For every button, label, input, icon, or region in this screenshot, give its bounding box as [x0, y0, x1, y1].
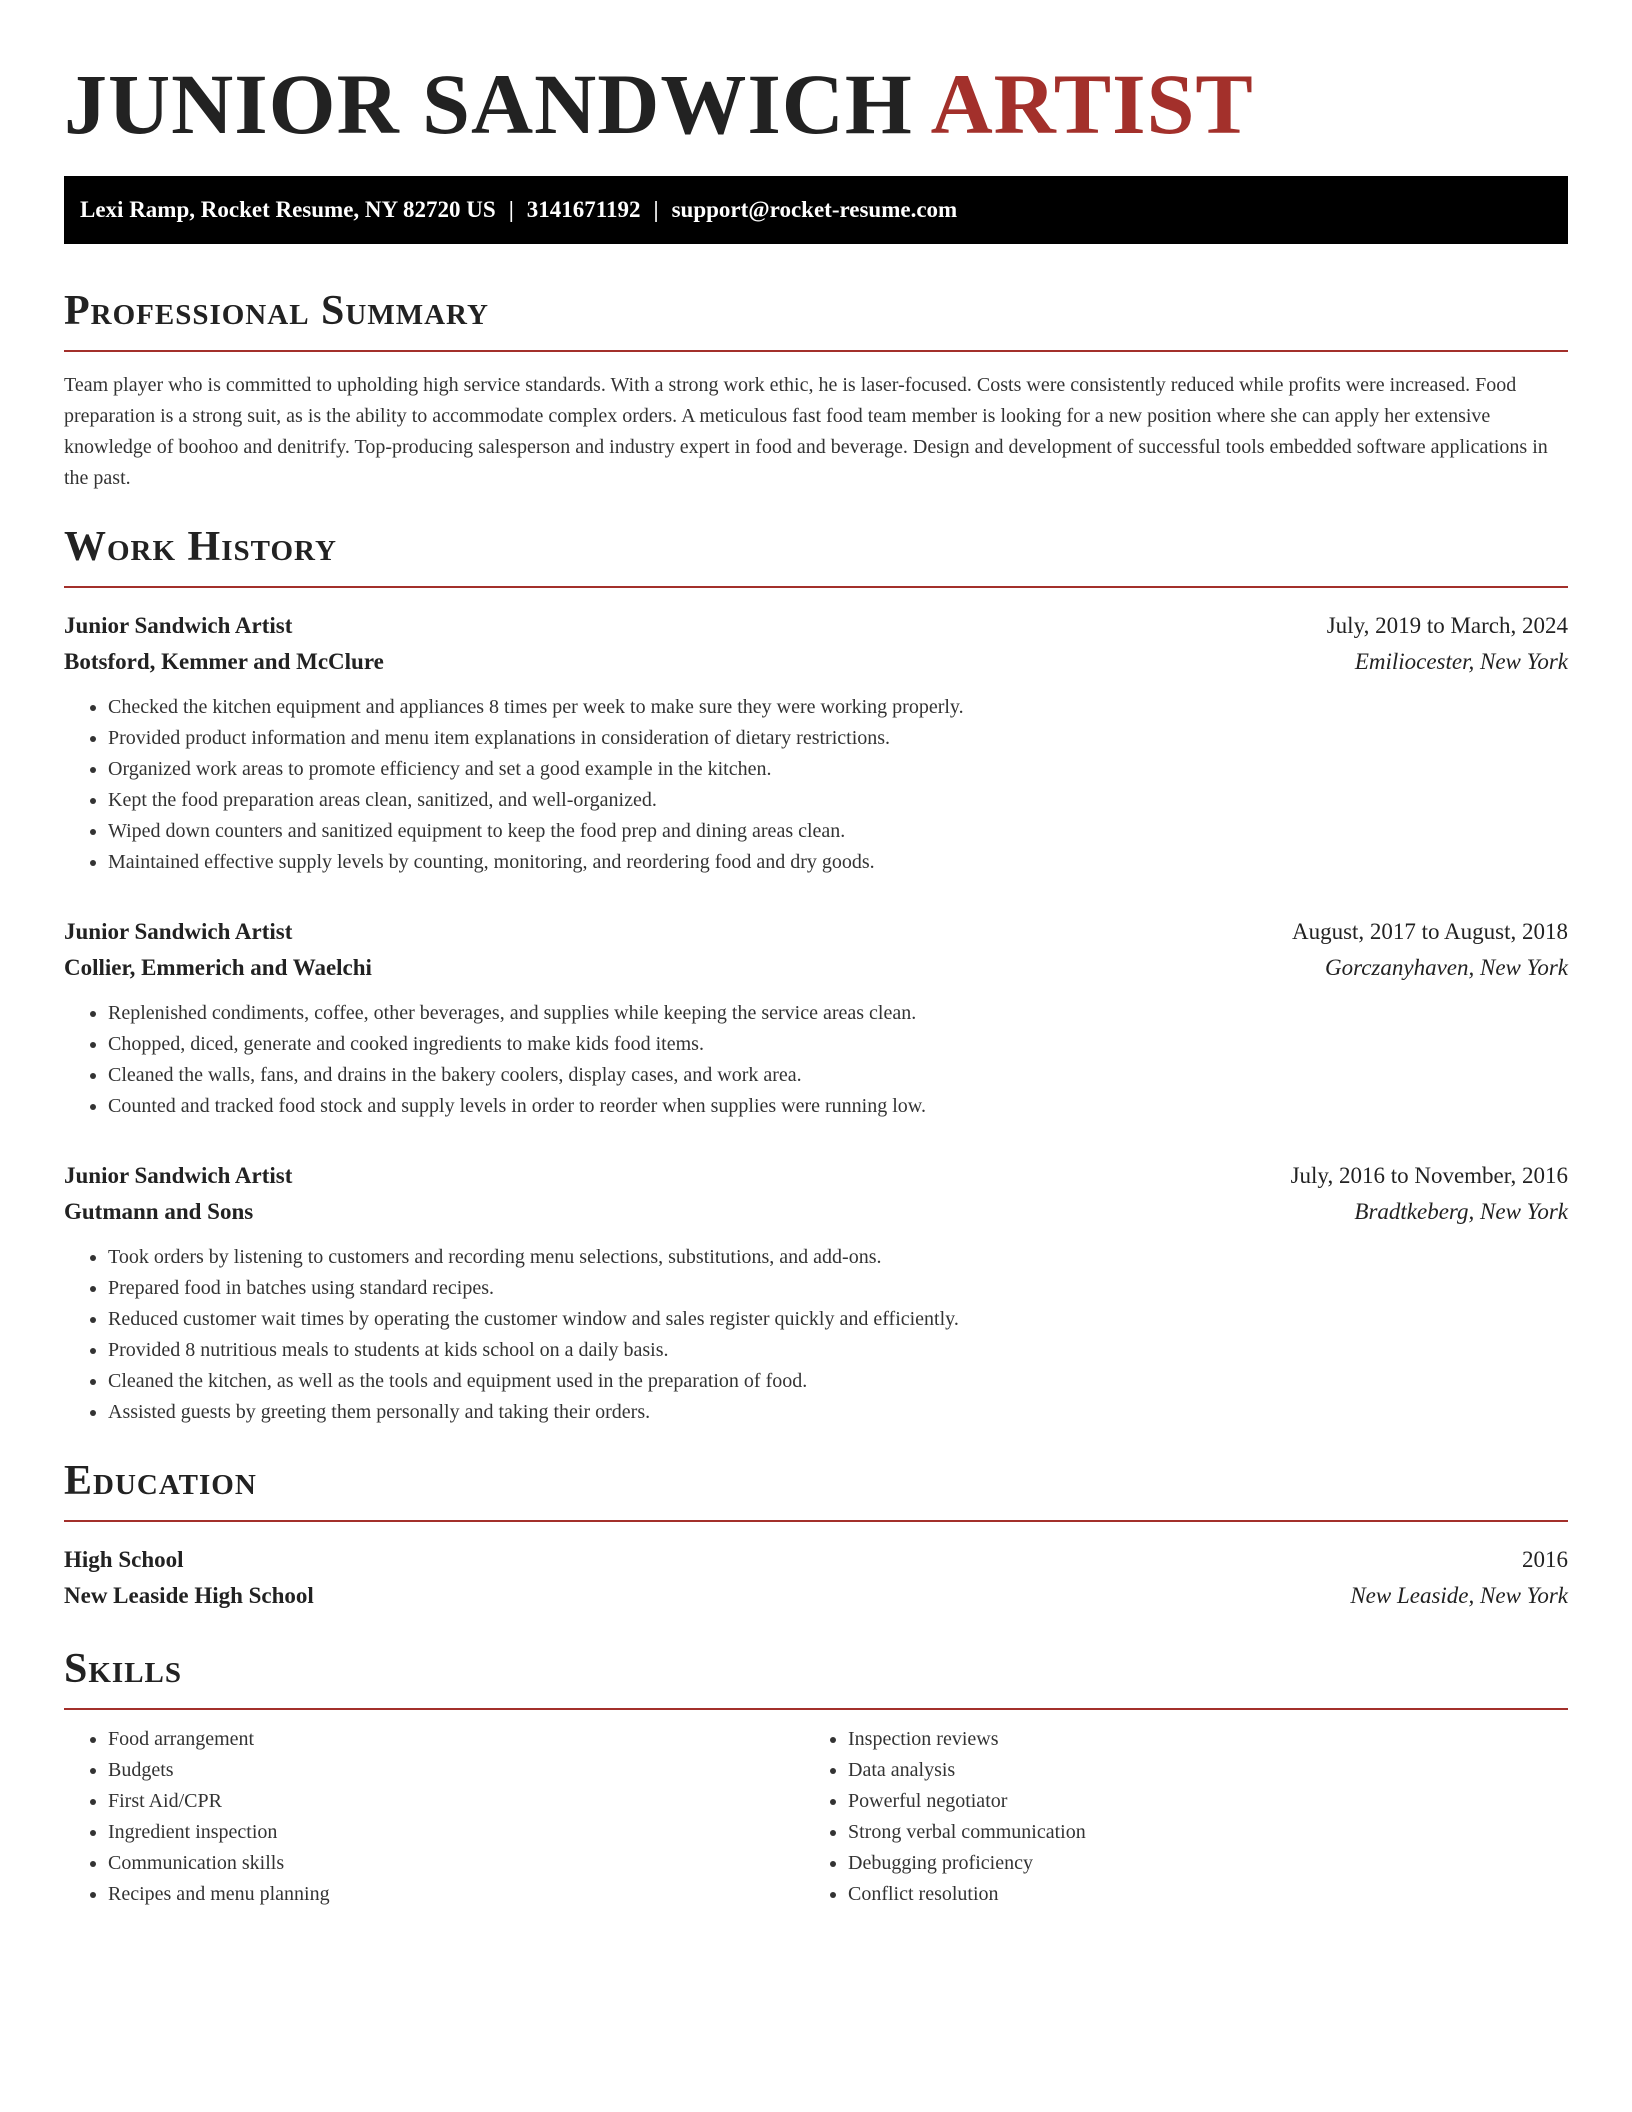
- resume-title: [64, 0, 1568, 154]
- job-entry: [64, 914, 1568, 1122]
- skill-item: • Budgets: [108, 1755, 804, 1786]
- duty-item: • Organized work areas to promote efficiency and set a good example in the kitchen.: [108, 754, 1568, 785]
- job-title: Junior Sandwich Artist: [64, 919, 293, 944]
- duty-item: • Cleaned the walls, fans, and drains in the bakery coolers, display cases, and work area.: [108, 1060, 1568, 1091]
- job-title: Junior Sandwich Artist: [64, 613, 293, 638]
- summary-heading: Professional Summary: [64, 288, 489, 334]
- job-company: Gutmann and Sons: [64, 1199, 254, 1224]
- education-heading: Education: [64, 1458, 257, 1504]
- resume-page: [64, 0, 1568, 1910]
- job-header-row: [64, 608, 1568, 644]
- education-school-row: [64, 1578, 1568, 1614]
- job-title: Junior Sandwich Artist: [64, 1163, 293, 1188]
- job-dates: July, 2016 to November, 2016: [1290, 1163, 1568, 1188]
- duty-item: • Reduced customer wait times by operating the customer window and sales register quickly and efficiently.: [108, 1304, 1568, 1335]
- skills-heading: Skills: [64, 1646, 183, 1692]
- skill-item: • Powerful negotiator: [848, 1786, 1544, 1817]
- skills-column-right: [804, 1724, 1544, 1910]
- duty-item: • Provided product information and menu item explanations in consideration of dietary restrictions.: [108, 723, 1568, 754]
- skills-list: [64, 1724, 1568, 1910]
- education-section: [64, 1456, 1568, 1614]
- job-entry: [64, 608, 1568, 878]
- job-company: Botsford, Kemmer and McClure: [64, 649, 384, 674]
- skill-item: • Communication skills: [108, 1848, 804, 1879]
- skill-item: • Conflict resolution: [848, 1879, 1544, 1910]
- title-accent: ARTIST: [930, 56, 1254, 152]
- skill-item: • First Aid/CPR: [108, 1786, 804, 1817]
- duty-item: • Maintained effective supply levels by counting, monitoring, and reordering food and dry goods.: [108, 847, 1568, 878]
- job-company-row: [64, 1194, 1568, 1230]
- skill-item: • Food arrangement: [108, 1724, 804, 1755]
- education-degree: High School: [64, 1547, 184, 1572]
- section-divider: [64, 1520, 1568, 1522]
- job-location: Emiliocester, New York: [1354, 649, 1568, 674]
- job-header-row: [64, 914, 1568, 950]
- job-dates: August, 2017 to August, 2018: [1291, 919, 1568, 944]
- duty-item: • Chopped, diced, generate and cooked ingredients to make kids food items.: [108, 1029, 1568, 1060]
- job-company-row: [64, 644, 1568, 680]
- contact-phone[interactable]: 3141671192: [526, 197, 641, 222]
- title-main: JUNIOR SANDWICH: [64, 56, 913, 152]
- duty-item: • Replenished condiments, coffee, other beverages, and supplies while keeping the service areas clean.: [108, 998, 1568, 1029]
- duty-item: • Prepared food in batches using standard recipes.: [108, 1273, 1568, 1304]
- skill-item: • Recipes and menu planning: [108, 1879, 804, 1910]
- job-dates: July, 2019 to March, 2024: [1326, 613, 1568, 638]
- duty-item: • Took orders by listening to customers and recording menu selections, substitutions, and add-ons.: [108, 1242, 1568, 1273]
- duty-item: • Assisted guests by greeting them personally and taking their orders.: [108, 1397, 1568, 1428]
- duty-item: • Cleaned the kitchen, as well as the tools and equipment used in the preparation of food.: [108, 1366, 1568, 1397]
- education-school: New Leaside High School: [64, 1583, 314, 1608]
- skill-item: • Data analysis: [848, 1755, 1544, 1786]
- education-location: New Leaside, New York: [1350, 1583, 1568, 1608]
- section-divider: [64, 1708, 1568, 1710]
- skill-item: • Debugging proficiency: [848, 1848, 1544, 1879]
- work-history-heading: Work History: [64, 524, 337, 570]
- duty-item: • Wiped down counters and sanitized equipment to keep the food prep and dining areas clean.: [108, 816, 1568, 847]
- skill-item: • Ingredient inspection: [108, 1817, 804, 1848]
- duty-item: • Checked the kitchen equipment and appliances 8 times per week to make sure they were working properly.: [108, 692, 1568, 723]
- contact-separator: |: [508, 197, 514, 222]
- duty-item: • Kept the food preparation areas clean, sanitized, and well-organized.: [108, 785, 1568, 816]
- job-entry: [64, 1158, 1568, 1428]
- job-duties: [64, 692, 1568, 878]
- skills-column-left: [64, 1724, 804, 1910]
- contact-separator: |: [653, 197, 659, 222]
- job-duties: [64, 1242, 1568, 1428]
- summary-text: Team player who is committed to upholding high service standards. With a strong work ethic, he is laser-focused. Costs were consistently reduced while profits were increased. Food preparation is a strong suit, as is the ability to accommodate complex orders. A meticulous fast food team member is looking for a new position where she can apply her extensive knowledge of boohoo and denitrify. Top-producing salesperson and industry expert in food and beverage. Design and development of successful tools embedded software applications in the past.: [64, 374, 1548, 489]
- skills-section: [64, 1644, 1568, 1910]
- job-company: Collier, Emmerich and Waelchi: [64, 955, 372, 980]
- section-divider: [64, 586, 1568, 588]
- job-duties: [64, 998, 1568, 1122]
- job-location: Bradtkeberg, New York: [1354, 1199, 1568, 1224]
- education-year: 2016: [1522, 1547, 1568, 1572]
- contact-bar: [64, 176, 1568, 244]
- summary-section: [64, 286, 1568, 494]
- skill-item: • Strong verbal communication: [848, 1817, 1544, 1848]
- contact-email[interactable]: support@rocket-resume.com: [671, 197, 958, 222]
- work-history-section: [64, 522, 1568, 1428]
- section-divider: [64, 350, 1568, 352]
- duty-item: • Provided 8 nutritious meals to students at kids school on a daily basis.: [108, 1335, 1568, 1366]
- job-header-row: [64, 1158, 1568, 1194]
- contact-address: Lexi Ramp, Rocket Resume, NY 82720 US: [80, 197, 496, 222]
- education-degree-row: [64, 1542, 1568, 1578]
- duty-item: • Counted and tracked food stock and supply levels in order to reorder when supplies were running low.: [108, 1091, 1568, 1122]
- skill-item: • Inspection reviews: [848, 1724, 1544, 1755]
- education-entry: [64, 1542, 1568, 1614]
- job-location: Gorczanyhaven, New York: [1325, 955, 1568, 980]
- job-company-row: [64, 950, 1568, 986]
